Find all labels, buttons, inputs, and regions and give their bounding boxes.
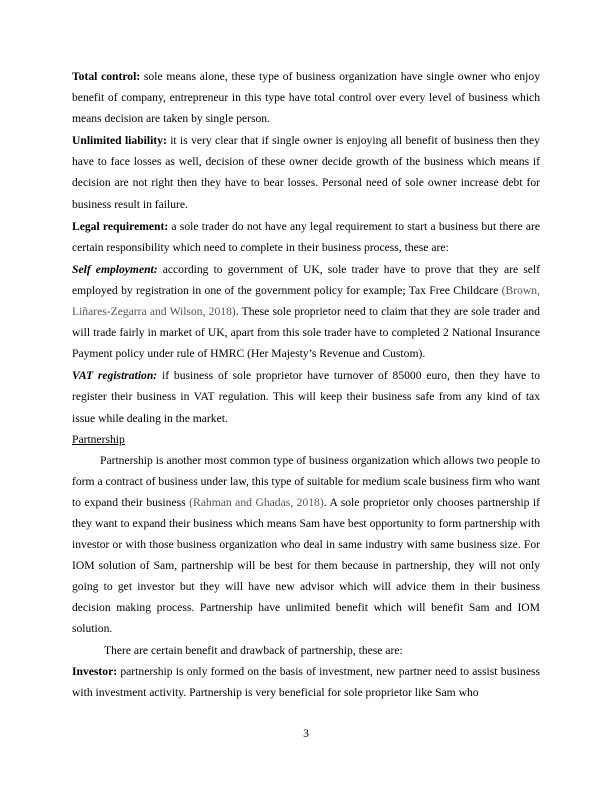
text-vat-registration: if business of sole proprietor have turnover of 85000 euro, then they have to register their business in VAT regulation. This will keep their business safe from any kind of tax issue while dealing in the market.	[72, 369, 540, 425]
page-body	[72, 66, 540, 703]
paragraph-total-control	[72, 66, 540, 129]
text-self-employment-after: . These sole proprietor need to claim that they are sole trader and will trade fairly in market of UK, apart from this sole trader have to completed 2 National Insurance Payment policy under rule of HMRC (Her Majesty’s Revenue and Custom).	[72, 305, 540, 361]
term-investor: Investor:	[72, 664, 118, 678]
paragraph-partnership	[72, 450, 540, 640]
citation-rahman-2018: (Rahman and Ghadas, 2018)	[189, 495, 324, 509]
term-legal-requirement: Legal requirement:	[72, 219, 169, 233]
text-investor: partnership is only formed on the basis of investment, new partner need to assist business with investment activity. Partnership is very beneficial for sole proprietor like Sam who	[72, 664, 540, 699]
paragraph-vat-registration	[72, 365, 540, 428]
text-partnership-after: . A sole proprietor only chooses partnership if they want to expand their business which means Sam have best opportunity to form partnership with investor or with those business organization who deal in same industry with same business size. For IOM solution of Sam, partnership will be best for them because in partnership, they will not only going to get investor but they will have new advisor which will advice them in their business decision making process. Partnership have unlimited benefit which will benefit Sam and IOM solution.	[72, 495, 540, 636]
paragraph-investor	[72, 661, 540, 703]
term-self-employment: Self employment:	[72, 262, 158, 276]
term-total-control: Total control:	[72, 70, 141, 83]
paragraph-legal-requirement	[72, 216, 540, 258]
text-legal-requirement: a sole trader do not have any legal requirement to start a business but there are certain responsibility which need to complete in their business process, these are:	[72, 219, 540, 254]
text-total-control: sole means alone, these type of business organization have single owner who enjoy benefit of company, entrepreneur in this type have total control over every level of business which means decision are taken by single person.	[72, 70, 540, 126]
paragraph-benefit-intro: There are certain benefit and drawback of partnership, these are:	[104, 643, 403, 657]
paragraph-unlimited-liability	[72, 130, 540, 214]
text-partnership-before: Partnership is another most common type of business organization which allows two people to form a contract of business under law, this type of suitable for medium scale business firm who want to expand their business	[72, 453, 540, 509]
text-self-employment-before: according to government of UK, sole trader have to prove that they are self employed by registration in one of the government policy for example; Tax Free Childcare	[72, 262, 540, 297]
citation-brown-2018: (Brown, Liñares-Zegarra and Wilson, 2018)	[72, 283, 540, 319]
term-unlimited-liability: Unlimited liability:	[72, 134, 167, 148]
section-heading-partnership: Partnership	[72, 432, 125, 446]
page-number: 3	[303, 727, 309, 740]
text-unlimited-liability: it is very clear that if single owner is enjoying all benefit of business then they have to face losses as well, decision of these owner decide growth of the business which means if decision are not right then they have to bear losses. Personal need of sole owner increase debt for business result in failure.	[72, 134, 540, 211]
paragraph-self-employment	[72, 259, 540, 364]
term-vat-registration: VAT registration:	[72, 369, 158, 383]
